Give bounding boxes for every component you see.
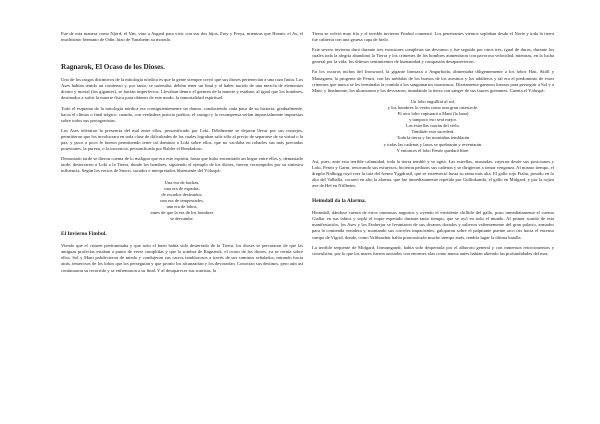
paragraph: Todo el esquema de la mitología nórdica era consiguientemente un drama, conduciendo cada paso de su historia, gradualmente, hacia el clímax o final trágico, cuando, con verdadera justicia poética, el castigo y la recompensa serían imparcialmente impuestos sobre todos sus protagonistas. <box>61 105 303 123</box>
verse-line: y los hombres lo verán como una gran catástrofe. <box>387 104 479 110</box>
verse-block <box>61 180 303 223</box>
paragraph: Viendo que el crimen predominaba y que todo el buen había sido desterrado de la Tierra, los dioses se percataron de que las antiguas profecías estaban a punto de verse cumplidas y que la sombra de Ragnarok, el ocaso de los dioses, ya se cernía sobre ellos. Sol y Mani palidecieron de miedo y condujeron sus carros temblorosos a través de sus caminos señalados, mirando hacia atrás, temerosos de los lobos que los perseguían y que pronto los alcanzarían y los devorarían. Conocían sus destinos, pero aún así continuaron su recorrido y se enfrentaron a su final. Y al desaparecer sus sonrisas, la <box>61 243 303 273</box>
verse-line: También esto sucederá. <box>411 129 455 135</box>
verse-line: una era de lobos, <box>166 203 198 209</box>
verse-line: Y entonces el lobo Fenrir quedará libre. <box>396 147 470 153</box>
heading-winter: El Invierno Fimbul. <box>61 231 107 238</box>
paragraph: Este severo invierno duró durante tres estaciones completas sin descanso y fue seguido por otros tres, igual de duros, durante los cuales toda la alegría abandonó la Tierra y los crímenes de los hombres aumentaron con pavorosa velocidad, mientras, en la lucha general por la vida, los últimos sentimientos de humanidad y compasión desaparecieron. <box>312 47 554 65</box>
verse-line: de escudos destruidos, <box>161 191 203 197</box>
verse-line: Las estrellas caerán del cielo. <box>406 123 460 129</box>
paragraph: Demasiado tarde se dieron cuenta de lo maligno que era este espíritu, hasta que hubo encontrado un hogar entre ellos y, demasiado tarde, desterraron a Loki a la Tierra, donde los hombres, siguiendo el ejemplo de los dioses, fueron corrompidos por su siniestra influencia. Según los versos de Snorri, sacados e interpretados libremente del Völuspá: <box>61 156 303 174</box>
verse-line: Un lobo engullirá al sol, <box>410 98 456 104</box>
verse-line: El otro lobo capturará a Mani (la luna) <box>397 111 469 117</box>
verse-line: antes de que la era de los hombres <box>150 209 214 215</box>
verse-line: una era de tempestades, <box>160 197 204 203</box>
paragraph: Los Ases toleraron la presencia del mal entre ellos, personificado por Loki. Débilmente se dejaron llevar por sus consejos, permitieron que los involucrara en toda clase de dificultades de las cuales lograban salir sólo al precio de separarse de su virtud o la paz, y poco a poco le fueron permitiendo tener tal dominio a Loki sobre ellos, que no vacilaba en robarles sus más preciadas posesiones, la pureza, o la inocencia, personificada por Balder el Bondadoso. <box>61 127 303 152</box>
verse-line: y tampoco eso será mejor. <box>409 117 457 123</box>
intro-paragraph: Fue de esta manera como Njörd, el Van, vino a Asgard para vivir con sus dos hijos, Frey y Freya, mientras que Hoenir, el As, el muchísimo hermano de Odín, hizo de Vanaheim su morada. <box>61 31 303 43</box>
paragraph: Así, pues, ante esta terrible calamidad, toda la tierra tembló y se agitó. Las estrellas, asustadas, cayeron desde sus posiciones y Loki, Fenrir y Garm, renovando sus esfuerzos, hicieron pedazos sus cadenas y se dirigieron a tomar venganza. Al mismo tiempo, el dragón Nidhogg royó roer la raíz del fresno Yggdrasil, que se estremeció hasta su rama más alta. El gallo rojo Fialar, posado en lo alto del Valhalla, cacareó en alto la alarma, que fue inmediatamente repetida por Gullinkambi, el gallo en Midgard, y por la rojiza ave de Hel en Niflheim. <box>312 158 554 189</box>
paragraph: Tierra se volvió muy fría y el terrible invierno Fimbul comenzó. Los penetrantes vientos soplaban desde el Norte y toda la tierra fue cubierta con una gruesa capa de hielo. <box>312 31 554 43</box>
paragraph: Uno de los rasgos distintivos de la mitología nórdica es que la gente siempre creyó que sus dioses pertenecían a una raza finita. Los Ases habían tenido un comienzo y, por tanto, se razonaba, debían tener un final y al haber nacido de una mezcla de elementos divino y mortal (los gigantes), se hacían imperfectos. Llevaban dentro el germen de la muerte y estaban, al igual que los hombres, destinados a sufrir la muerte física para obtener de este modo, la inmortalidad espiritual. <box>61 77 303 101</box>
heading-alarm: Heimdall da la Alarma. <box>312 198 366 205</box>
paragraph: La terrible serpiente de Midgard, Iörmungandr, había sido despertada por el alboroto general y con inmensos retorcimientos y convulsión, por lo que los mares fueron azotados con enormes olas como nunca antes habían alterado las profundidades del mar, <box>312 244 554 256</box>
verse-line: Una era de hachas, <box>164 179 200 185</box>
verse-line: Toda la tierra y las montañas temblarán <box>396 135 470 141</box>
paragraph: Heimdall, dándose cuenta de estos ominosos augurios y oyendo el estridente chillido del gallo, puso inmediatamente el cuerno Giallar en sus labios y sopló el toque esperado durante tanto tiempo, que se oyó en todo el mundo. Al primer sonido de esta manifestación, los Ases y los Einherjar se levantaron de sus divanos dorados y salieron valientemente del gran palacio, armados para la contienda venidera y, montando sus corceles impacientes, galoparon sobre el palpitante puente arco iris hacia el extenso campo de Vigrid, donde, como Vafthrudnir había pronosticado mucho tiempo atrás, tendría lugar la última batalla. <box>312 210 554 240</box>
verse-line: se derrumbe. <box>170 216 194 222</box>
verse-block <box>312 99 554 154</box>
right-column <box>312 31 554 261</box>
paragraph: En los oscuros nichos del Ironwood, la gigante Iarnsaxa o Angurboda, alimentaba diligentemente a los lobos Hati, Sköll y Managarm, la progenie de Fenrir, con las médulas de los huesos de los asesinos y los adúlteros y tal era el predominio de estos crímenes que nunca se les terminaba la comida a los sanguinarios monstruos. Diariamente ganaron fuerzas para perseguir a Sol y a Mani, y finalmente, los alcanzaron y los devoraron, inundando la tierra con sangre de sus fauces goteantes. Cuenta el Völuspá: <box>312 69 554 93</box>
left-column <box>61 31 303 278</box>
verse-line: una era de espadas, <box>164 185 200 191</box>
heading-ragnarok: Ragnarok, El Ocaso de los Dioses. <box>61 63 165 72</box>
verse-line: y todas las cadenas y lazos se quebrarán y reventarán. <box>383 141 483 147</box>
